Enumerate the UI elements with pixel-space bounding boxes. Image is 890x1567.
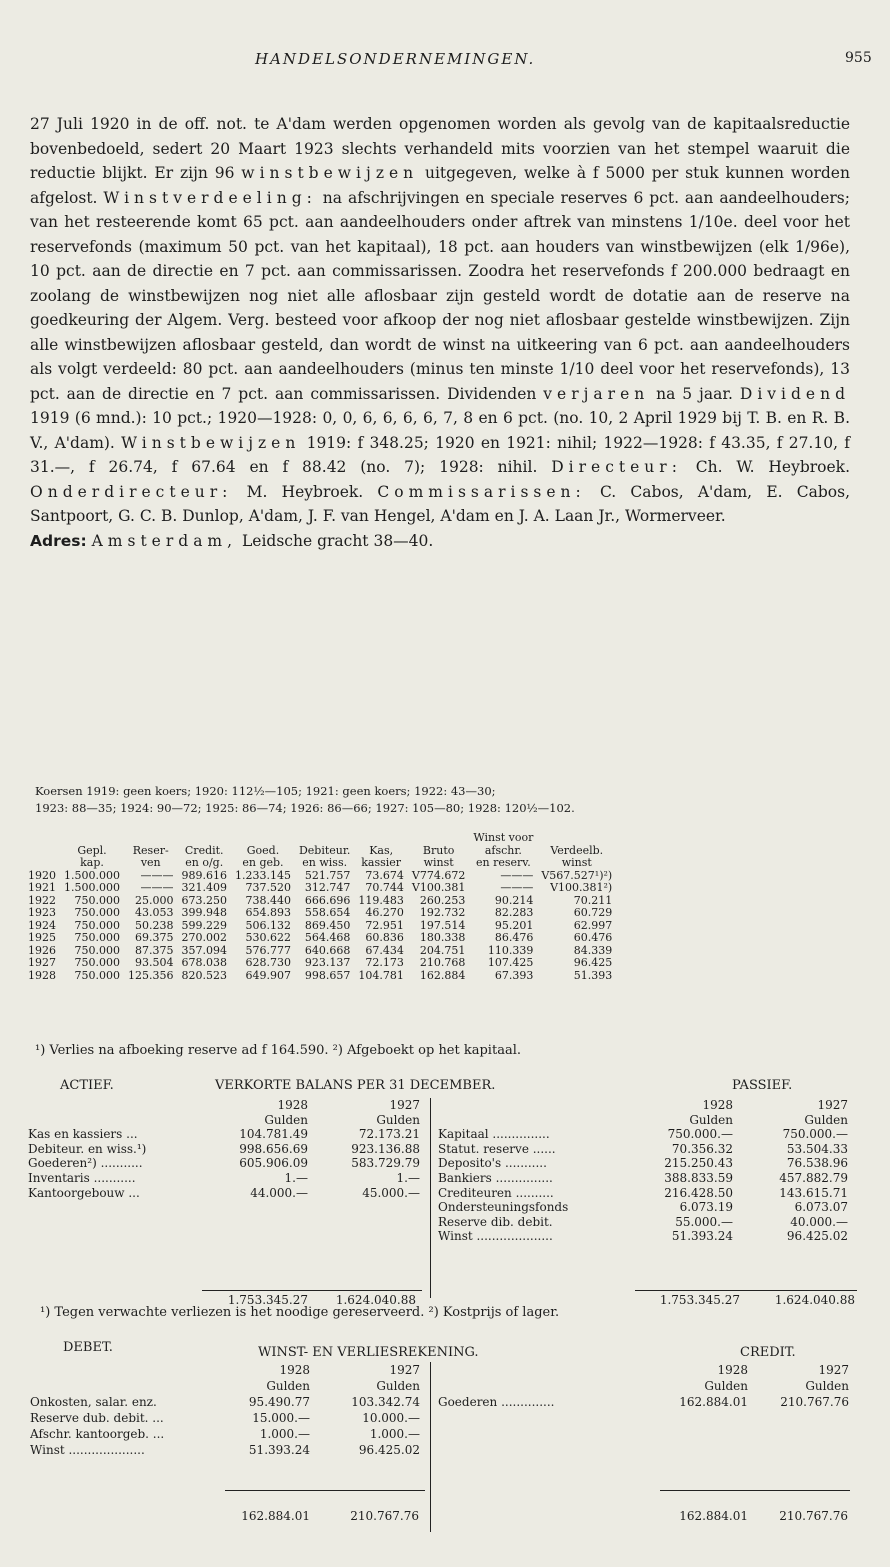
table-cell: 989.616 bbox=[181, 868, 227, 882]
table-cell: 96.425 bbox=[573, 956, 613, 969]
table-cell: 43.053 bbox=[134, 906, 174, 919]
year-label: 1928 bbox=[279, 1363, 310, 1377]
spaced-term: Winstbewijzen bbox=[121, 433, 301, 452]
table-cell: 923.137 bbox=[304, 956, 351, 969]
text-run: C. Cabos, A'dam, E. Cabos, Santpoort, G. C. B. Dunlop, A'dam, J. F. van Hengel, A'dam en J. A. Laan Jr., Wormerveer. bbox=[30, 482, 850, 525]
wv-divider bbox=[430, 1362, 431, 1532]
wv-credit-heading: CREDIT. bbox=[740, 1345, 796, 1360]
account-label: Kantoorgebouw ... bbox=[28, 1185, 140, 1200]
balance-passief-totals bbox=[635, 1290, 857, 1307]
page-number: 955 bbox=[845, 50, 872, 66]
account-value: 215.250.43 bbox=[664, 1156, 733, 1171]
column-header: Kas, bbox=[369, 843, 394, 857]
table-cell: 107.425 bbox=[487, 956, 534, 969]
address-city: Amsterdam, bbox=[91, 531, 238, 550]
account-value: 103.342.74 bbox=[351, 1395, 420, 1409]
account-value: 10.000.— bbox=[362, 1411, 420, 1425]
table-cell: 869.450 bbox=[304, 918, 351, 932]
account-value: 216.428.50 bbox=[664, 1185, 733, 1200]
table-cell: 321.409 bbox=[181, 881, 227, 894]
account-label: Inventaris ........... bbox=[28, 1170, 136, 1185]
wv-debet-column bbox=[30, 1362, 430, 1458]
table-cell: 1.233.145 bbox=[234, 868, 291, 882]
account-row bbox=[30, 1394, 430, 1410]
account-row bbox=[28, 1186, 428, 1201]
spaced-term: Directeur: bbox=[551, 458, 682, 476]
year-label: 1928 bbox=[702, 1098, 733, 1112]
account-value: 6.073.07 bbox=[794, 1200, 848, 1215]
table-cell: 1920 bbox=[28, 868, 56, 882]
column-header: Goed. bbox=[246, 843, 280, 857]
table-cell: 558.654 bbox=[304, 906, 351, 919]
table-cell: 1.500.000 bbox=[64, 868, 120, 882]
table-cell: 67.393 bbox=[494, 968, 534, 982]
spaced-term: winstbewijzen bbox=[241, 164, 419, 182]
table-cell: 60.729 bbox=[573, 906, 613, 919]
table-cell: 666.696 bbox=[304, 893, 351, 907]
account-value: 40.000.— bbox=[790, 1214, 848, 1229]
column-header: Winst voor bbox=[473, 831, 534, 844]
table-cell: 82.283 bbox=[494, 906, 534, 919]
column-header bbox=[177, 832, 231, 845]
table-cell: 673.250 bbox=[181, 893, 227, 907]
unit-label: Gulden bbox=[804, 1112, 848, 1127]
table-cell: 210.768 bbox=[419, 956, 466, 969]
table-cell: 25.000 bbox=[134, 893, 174, 907]
table-cell: ——— bbox=[140, 868, 174, 882]
column-header: en geb. bbox=[242, 856, 284, 869]
column-header: en reserv. bbox=[476, 856, 531, 869]
table-cell: 192.732 bbox=[419, 906, 466, 919]
table-cell: 506.132 bbox=[245, 918, 291, 932]
table-cell: 312.747 bbox=[304, 881, 351, 894]
account-row bbox=[438, 1229, 858, 1244]
company-description bbox=[30, 112, 850, 553]
table-header-row bbox=[28, 832, 616, 845]
account-row bbox=[438, 1156, 858, 1171]
account-label: Goederen²) ........... bbox=[28, 1156, 143, 1171]
account-value: 44.000.— bbox=[250, 1185, 308, 1200]
table-cell: 70.744 bbox=[365, 881, 404, 894]
text-run: uitgegeven, welke à f 5000 per stuk kunnen worden afgelost. bbox=[30, 164, 850, 207]
year-label: 1927 bbox=[818, 1363, 849, 1377]
column-header: afschr. bbox=[484, 843, 522, 857]
table-cell: 599.229 bbox=[181, 918, 227, 932]
table-cell: 576.777 bbox=[245, 943, 291, 957]
account-row bbox=[438, 1142, 858, 1157]
table-cell: 1.500.000 bbox=[64, 881, 120, 894]
column-header bbox=[354, 832, 408, 845]
account-row bbox=[438, 1186, 858, 1201]
unit-label: Gulden bbox=[266, 1379, 310, 1393]
account-row bbox=[28, 1142, 428, 1157]
table-cell: 204.751 bbox=[419, 943, 466, 957]
unit-label: Gulden bbox=[264, 1112, 308, 1127]
table-cell: 90.214 bbox=[494, 893, 534, 907]
spaced-term: Winstverdeeling: bbox=[103, 188, 317, 207]
account-row bbox=[438, 1171, 858, 1186]
account-value: 457.882.79 bbox=[779, 1170, 848, 1185]
share-prices-line: Koersen 1919: geen koers; 1920: 112½—105; 1921: geen koers; 1922: 43—30; bbox=[35, 784, 496, 798]
table-cell: 110.339 bbox=[487, 943, 534, 957]
table-cell: 750.000 bbox=[74, 918, 120, 932]
account-label: Statut. reserve ...... bbox=[438, 1141, 556, 1156]
spaced-term: Dividend bbox=[739, 384, 851, 403]
table-cell: 1925 bbox=[28, 931, 56, 944]
table-cell: 93.504 bbox=[134, 956, 174, 969]
table-cell: 50.238 bbox=[134, 918, 174, 932]
table-cell: 84.339 bbox=[573, 943, 613, 957]
year-label: 1927 bbox=[817, 1098, 848, 1112]
table-cell: 820.523 bbox=[181, 968, 227, 982]
table-cell: 750.000 bbox=[74, 956, 120, 969]
wv-title: WINST- EN VERLIESREKENING. bbox=[258, 1345, 479, 1360]
table-cell: 1927 bbox=[28, 956, 56, 969]
text-run: na afschrijvingen en speciale reserves 6 pct. aan aandeelhouders; van het resteerende komt 65 pct. aan aandeelhouders onder aftrek van minstens 1/10e. deel voor het reservefonds (maximum 50 pct. van het kapitaal), 18 pct. aan houders van winstbewijzen (elk 1/96e), 10 pct. aan de directie en 7 pct. aan commissarissen. Zoodra het reservefonds f 200.000 bedraagt en zoolang de winstbewijzen nog niet alle aflosbaar zijn gesteld wordt de dotatie aan de reserve na goedkeuring der Algem. Verg. besteed voor afkoop der nog niet aflosbaar gestelde winstbewijzen. Zijn alle winstbewijzen aflosbaar gesteld, dan wordt de winst na uitkeering van 6 pct. aan aandeelhouders als volgt verdeeld: 80 pct. aan aandeelhouders (minus ten minste 1/10 deel voor het reservefonds), 13 pct. aan de directie en 7 pct. aan commissarissen. Dividenden bbox=[30, 188, 850, 403]
account-value: 76.538.96 bbox=[786, 1156, 848, 1171]
balance-actief-column bbox=[28, 1098, 428, 1200]
column-header bbox=[537, 832, 616, 845]
column-header: Verdeelb. bbox=[550, 843, 604, 857]
account-value: 70.356.32 bbox=[671, 1141, 733, 1156]
column-header bbox=[124, 832, 178, 845]
column-header: kassier bbox=[361, 856, 402, 869]
table-cell: ——— bbox=[500, 868, 534, 882]
table-cell: 1926 bbox=[28, 943, 56, 957]
account-row bbox=[438, 1215, 858, 1230]
year-label: 1928 bbox=[277, 1098, 308, 1112]
account-row bbox=[30, 1426, 430, 1442]
balance-passief-heading: PASSIEF. bbox=[732, 1078, 793, 1093]
table-cell: 678.038 bbox=[181, 956, 227, 969]
total-value: 162.884.01 bbox=[679, 1509, 748, 1523]
total-value: 210.767.76 bbox=[350, 1509, 419, 1523]
column-header bbox=[295, 832, 354, 845]
table-cell: V774.672 bbox=[411, 868, 466, 882]
table-row bbox=[28, 932, 616, 945]
table-cell: 125.356 bbox=[127, 968, 174, 982]
balance-divider bbox=[430, 1098, 431, 1298]
table-cell: V100.381²) bbox=[550, 881, 613, 894]
table-cell: ——— bbox=[500, 881, 534, 894]
column-header: kap. bbox=[80, 856, 104, 869]
column-header bbox=[408, 832, 469, 845]
body-paragraph bbox=[30, 112, 850, 529]
account-value: 605.906.09 bbox=[239, 1156, 308, 1171]
table-cell: 95.201 bbox=[494, 918, 534, 932]
table-cell: 750.000 bbox=[74, 968, 120, 982]
account-label: Ondersteuningsfonds bbox=[438, 1200, 569, 1215]
unit-label: Gulden bbox=[376, 1379, 420, 1393]
table-cell: ——— bbox=[140, 881, 174, 894]
table-cell: 530.622 bbox=[245, 931, 291, 944]
text-run: 1919: f 348.25; 1920 en 1921: nihil; 1922—1928: f 43.35, f 27.10, f 31.—, f 26.74, f 67.64 en f 88.42 (no. 7); 1928: nihil. bbox=[30, 433, 850, 476]
account-value: 162.884.01 bbox=[679, 1395, 748, 1409]
column-header: Debiteur. bbox=[298, 843, 351, 857]
account-label: Crediteuren .......... bbox=[438, 1185, 554, 1200]
account-label: Reserve dub. debit. ... bbox=[30, 1411, 164, 1425]
text-run: M. Heybroek. bbox=[246, 482, 364, 501]
total-value: 210.767.76 bbox=[779, 1509, 848, 1523]
table-cell: 521.757 bbox=[304, 868, 351, 882]
account-row bbox=[30, 1442, 430, 1458]
table-cell: 70.211 bbox=[573, 893, 613, 907]
column-header: winst bbox=[423, 856, 454, 869]
table-cell: 197.514 bbox=[419, 918, 466, 932]
text-run: 27 Juli 1920 in de off. not. te A'dam werden opgenomen worden als gevolg van de kapitaalsreductie bovenbedoeld, sedert 20 Maart 1923 slechts verhandeld mits voorzien van het stempel waaruit die reductie blijkt. Er zijn 96 bbox=[30, 115, 850, 182]
column-header bbox=[60, 832, 124, 845]
table-cell: 60.836 bbox=[365, 931, 404, 944]
table-cell: 69.375 bbox=[134, 931, 174, 944]
account-label: Debiteur. en wiss.¹) bbox=[28, 1141, 147, 1156]
table-cell: 564.468 bbox=[304, 931, 351, 944]
footnote-table: ¹) Verlies na afboeking reserve ad f 164.590. ²) Afgeboekt op het kapitaal. bbox=[35, 1043, 521, 1058]
table-cell: 640.668 bbox=[304, 943, 351, 957]
table-row bbox=[28, 970, 616, 983]
account-value: 750.000.— bbox=[667, 1127, 733, 1142]
account-value: 583.729.79 bbox=[351, 1156, 420, 1171]
account-value: 15.000.— bbox=[252, 1411, 310, 1425]
account-value: 51.393.24 bbox=[248, 1443, 310, 1457]
table-cell: 67.434 bbox=[365, 943, 404, 957]
table-cell: 62.997 bbox=[573, 918, 613, 932]
table-cell: 750.000 bbox=[74, 931, 120, 944]
account-row bbox=[438, 1127, 858, 1142]
column-header bbox=[231, 832, 295, 845]
account-label: Winst .................... bbox=[438, 1229, 553, 1244]
column-header: Bruto bbox=[422, 843, 455, 857]
share-prices bbox=[35, 783, 850, 817]
table-row bbox=[28, 882, 616, 895]
unit-label: Gulden bbox=[805, 1379, 849, 1393]
table-cell: 649.907 bbox=[245, 968, 291, 982]
footnote-balance: ¹) Tegen verwachte verliezen is het noodige gereserveerd. ²) Kostprijs of lager. bbox=[40, 1305, 560, 1320]
table-cell: 738.440 bbox=[245, 893, 291, 907]
balance-passief-column bbox=[438, 1098, 858, 1244]
balance-title: VERKORTE BALANS PER 31 DECEMBER. bbox=[215, 1078, 496, 1093]
account-value: 55.000.— bbox=[675, 1214, 733, 1229]
table-cell: 737.520 bbox=[245, 881, 291, 894]
table-cell: 73.674 bbox=[365, 868, 404, 882]
table-cell: 998.657 bbox=[304, 968, 351, 982]
balance-actief-heading: ACTIEF. bbox=[60, 1078, 114, 1093]
address-label: Adres: bbox=[30, 531, 87, 550]
column-header: en o/g. bbox=[185, 856, 224, 869]
table-row bbox=[28, 957, 616, 970]
account-value: 388.833.59 bbox=[664, 1170, 733, 1185]
table-cell: 628.730 bbox=[245, 956, 291, 969]
account-value: 96.425.02 bbox=[358, 1443, 420, 1457]
table-cell: 750.000 bbox=[74, 943, 120, 957]
account-row bbox=[438, 1200, 858, 1215]
column-header bbox=[28, 857, 60, 870]
table-cell: 1924 bbox=[28, 918, 56, 932]
account-value: 1.— bbox=[396, 1170, 420, 1185]
address-street: Leidsche gracht 38—40. bbox=[242, 531, 434, 550]
account-value: 750.000.— bbox=[782, 1127, 848, 1142]
account-label: Afschr. kantoorgeb. ... bbox=[30, 1427, 165, 1441]
table-cell: 162.884 bbox=[419, 968, 466, 982]
column-header bbox=[28, 832, 60, 845]
total-value: 162.884.01 bbox=[241, 1509, 310, 1523]
wv-credit-totals bbox=[660, 1490, 850, 1523]
account-label: Deposito's ........... bbox=[438, 1156, 547, 1171]
spaced-term: verjaren bbox=[543, 384, 650, 403]
table-header-row bbox=[28, 857, 616, 870]
table-cell: 260.253 bbox=[419, 893, 466, 907]
account-row bbox=[30, 1410, 430, 1426]
table-cell: V567.527¹)²) bbox=[541, 868, 613, 882]
account-row bbox=[28, 1171, 428, 1186]
table-cell: 750.000 bbox=[74, 906, 120, 919]
account-value: 6.073.19 bbox=[679, 1200, 733, 1215]
table-cell: 1923 bbox=[28, 906, 56, 919]
table-cell: 46.270 bbox=[365, 906, 404, 919]
table-cell: 1922 bbox=[28, 893, 56, 907]
account-label: Goederen .............. bbox=[438, 1395, 555, 1409]
total-value: 1.624.040.88 bbox=[335, 1293, 416, 1307]
column-header: Gepl. bbox=[77, 843, 107, 857]
table-cell: 654.893 bbox=[245, 906, 291, 919]
unit-label: Gulden bbox=[704, 1379, 748, 1393]
table-cell: 86.476 bbox=[494, 931, 534, 944]
account-value: 1.— bbox=[284, 1170, 308, 1185]
account-value: 72.173.21 bbox=[358, 1127, 420, 1142]
account-label: Kas en kassiers ... bbox=[28, 1127, 138, 1142]
text-run: Ch. W. Heybroek. bbox=[695, 458, 850, 476]
account-row bbox=[28, 1127, 428, 1142]
table-cell: 1928 bbox=[28, 968, 56, 982]
account-label: Reserve dib. debit. bbox=[438, 1214, 553, 1229]
total-value: 1.753.345.27 bbox=[227, 1293, 308, 1307]
text-run: na 5 jaar. bbox=[656, 384, 733, 403]
account-value: 1.000.— bbox=[369, 1427, 420, 1441]
table-cell: 72.173 bbox=[365, 956, 404, 969]
unit-label: Gulden bbox=[376, 1112, 420, 1127]
year-label: 1928 bbox=[717, 1363, 748, 1377]
table-cell: V100.381 bbox=[411, 881, 466, 894]
total-value: 1.624.040.88 bbox=[774, 1293, 855, 1307]
account-value: 51.393.24 bbox=[671, 1229, 733, 1244]
spaced-term: Onderdirecteur: bbox=[30, 482, 233, 501]
table-cell: 104.781 bbox=[358, 968, 404, 982]
column-header bbox=[28, 845, 60, 858]
table-cell: 51.393 bbox=[573, 968, 613, 982]
column-header: Credit. bbox=[184, 843, 224, 857]
account-row bbox=[28, 1156, 428, 1171]
table-cell: 180.338 bbox=[419, 931, 466, 944]
account-value: 210.767.76 bbox=[780, 1395, 849, 1409]
table-cell: 87.375 bbox=[134, 943, 174, 957]
table-cell: 60.476 bbox=[573, 931, 613, 944]
table-cell: 119.483 bbox=[358, 893, 404, 907]
account-value: 143.615.71 bbox=[779, 1185, 848, 1200]
account-value: 95.490.77 bbox=[248, 1395, 310, 1409]
account-row bbox=[438, 1394, 858, 1410]
table-cell: 72.951 bbox=[365, 918, 404, 932]
table-cell: 270.002 bbox=[181, 931, 227, 944]
table-cell: 750.000 bbox=[74, 893, 120, 907]
account-value: 1.000.— bbox=[259, 1427, 310, 1441]
column-header: winst bbox=[561, 856, 592, 869]
account-value: 104.781.49 bbox=[239, 1127, 308, 1142]
account-value: 923.136.88 bbox=[351, 1141, 420, 1156]
unit-label: Gulden bbox=[689, 1112, 733, 1127]
year-label: 1927 bbox=[389, 1363, 420, 1377]
account-value: 998.656.69 bbox=[239, 1141, 308, 1156]
balance-actief-totals bbox=[202, 1290, 422, 1307]
column-header: Reser- bbox=[132, 843, 169, 857]
account-label: Kapitaal ............... bbox=[438, 1127, 550, 1142]
table-cell: 399.948 bbox=[181, 906, 227, 919]
account-value: 53.504.33 bbox=[786, 1141, 848, 1156]
column-header: ven bbox=[140, 856, 161, 869]
wv-debet-heading: DEBET. bbox=[63, 1340, 113, 1355]
spaced-term: Commissarissen: bbox=[377, 482, 586, 501]
wv-credit-column bbox=[438, 1362, 858, 1410]
account-label: Winst .................... bbox=[30, 1443, 145, 1457]
account-value: 96.425.02 bbox=[786, 1229, 848, 1244]
table-cell: 357.094 bbox=[181, 943, 227, 957]
address-line bbox=[30, 529, 850, 554]
running-title: HANDELSONDERNEMINGEN. bbox=[255, 50, 536, 68]
wv-debet-totals bbox=[225, 1490, 425, 1523]
yearly-figures-table bbox=[28, 832, 616, 982]
text-run: 1919 (6 mnd.): 10 pct.; 1920—1928: 0, 0, 6, 6, 6, 6, 7, 8 en 6 pct. (no. 10, 2 April 1929 bij T. B. en R. B. V., A'dam). bbox=[30, 409, 850, 452]
account-value: 45.000.— bbox=[362, 1185, 420, 1200]
account-label: Onkosten, salar. enz. bbox=[30, 1395, 157, 1409]
total-value: 1.753.345.27 bbox=[659, 1293, 740, 1307]
share-prices-line: 1923: 88—35; 1924: 90—72; 1925: 86—74; 1926: 86—66; 1927: 105—80; 1928: 120½—102. bbox=[35, 801, 575, 815]
year-label: 1927 bbox=[389, 1098, 420, 1112]
column-header: en wiss. bbox=[302, 856, 348, 869]
table-row bbox=[28, 907, 616, 920]
account-label: Bankiers ............... bbox=[438, 1170, 553, 1185]
table-cell: 1921 bbox=[28, 881, 56, 894]
